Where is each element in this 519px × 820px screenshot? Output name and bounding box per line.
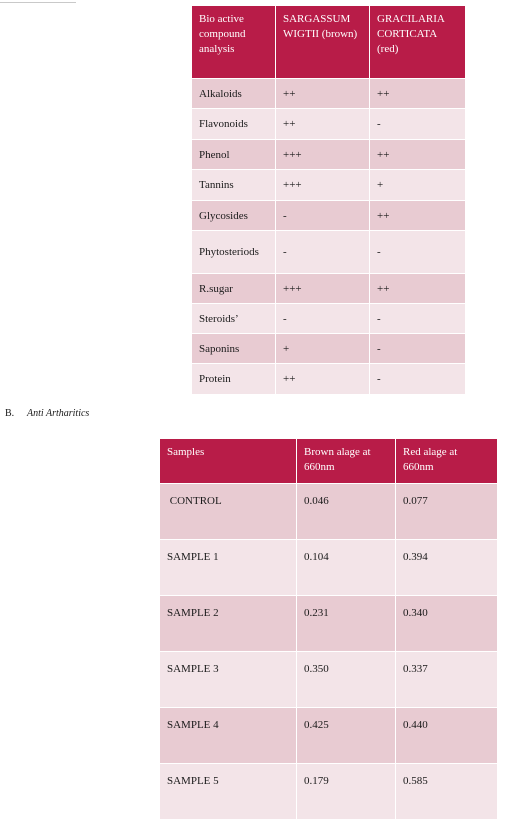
table-cell: -	[370, 231, 466, 274]
table-cell: +	[276, 334, 370, 364]
table-cell: ++	[370, 140, 466, 170]
table-cell: -	[370, 109, 466, 140]
table-cell: +++	[276, 274, 370, 304]
table-cell: +++	[276, 170, 370, 201]
table-row	[160, 764, 498, 820]
table-cell: -	[370, 334, 466, 364]
table-cell: 0.077	[396, 484, 498, 540]
table-row	[192, 201, 466, 231]
table-row	[192, 170, 466, 201]
table-cell: Protein	[192, 364, 276, 395]
table-row	[160, 708, 498, 764]
section-number: B.	[5, 408, 15, 419]
table-cell: SAMPLE 2	[160, 596, 297, 652]
table-cell: SAMPLE 4	[160, 708, 297, 764]
table-cell: -	[276, 231, 370, 274]
table-cell: CONTROL	[160, 484, 297, 540]
table-row	[192, 109, 466, 140]
header-red: Red alage at 660nm	[396, 439, 498, 484]
table-cell: Tannins	[192, 170, 276, 201]
table-cell: 0.350	[297, 652, 396, 708]
header-samples: Samples	[160, 439, 297, 484]
header-compound: Bio active compound analysis	[192, 6, 276, 79]
table-cell: R.sugar	[192, 274, 276, 304]
table-cell: 0.046	[297, 484, 396, 540]
table-row	[192, 231, 466, 274]
table-cell: 0.337	[396, 652, 498, 708]
table-cell: 0.179	[297, 764, 396, 820]
section-heading	[5, 408, 89, 419]
table-row	[192, 364, 466, 395]
table-cell: -	[370, 364, 466, 395]
table-header-row	[192, 6, 466, 79]
table-cell: 0.440	[396, 708, 498, 764]
table-cell: 0.340	[396, 596, 498, 652]
table-cell: Glycosides	[192, 201, 276, 231]
table-cell: -	[276, 201, 370, 231]
table-cell: Phytosteriods	[192, 231, 276, 274]
table-cell: SAMPLE 5	[160, 764, 297, 820]
table-row	[192, 79, 466, 109]
table-cell: +	[370, 170, 466, 201]
table-row	[192, 334, 466, 364]
table-cell: ++	[370, 79, 466, 109]
table-cell: ++	[276, 109, 370, 140]
table-cell: 0.104	[297, 540, 396, 596]
header-sargassum: SARGASSUM WIGTII (brown)	[276, 6, 370, 79]
table-row	[192, 140, 466, 170]
table-cell: -	[276, 304, 370, 334]
table-cell: ++	[370, 274, 466, 304]
header-gracilaria: GRACILARIA CORTICATA (red)	[370, 6, 466, 79]
table-cell: 0.585	[396, 764, 498, 820]
table-cell: ++	[370, 201, 466, 231]
table-row	[160, 596, 498, 652]
table-cell: +++	[276, 140, 370, 170]
section-title: Anti Artharitics	[27, 408, 90, 419]
table-cell: Alkaloids	[192, 79, 276, 109]
top-rule	[0, 2, 76, 3]
table-cell: ++	[276, 79, 370, 109]
table-cell: 0.231	[297, 596, 396, 652]
bioactive-compound-table	[191, 5, 466, 395]
table-cell: 0.394	[396, 540, 498, 596]
table-cell: SAMPLE 1	[160, 540, 297, 596]
table-header-row	[160, 439, 498, 484]
table-cell: Flavonoids	[192, 109, 276, 140]
table-row	[160, 540, 498, 596]
header-brown: Brown alage at 660nm	[297, 439, 396, 484]
table-row	[160, 484, 498, 540]
anti-arthritic-table	[159, 438, 498, 820]
table-row	[160, 652, 498, 708]
table-cell: ++	[276, 364, 370, 395]
table-cell: SAMPLE 3	[160, 652, 297, 708]
table-cell: Saponins	[192, 334, 276, 364]
table-cell: Phenol	[192, 140, 276, 170]
table-cell: -	[370, 304, 466, 334]
table-cell: Steroids’	[192, 304, 276, 334]
table-cell: 0.425	[297, 708, 396, 764]
table-row	[192, 274, 466, 304]
table-row	[192, 304, 466, 334]
